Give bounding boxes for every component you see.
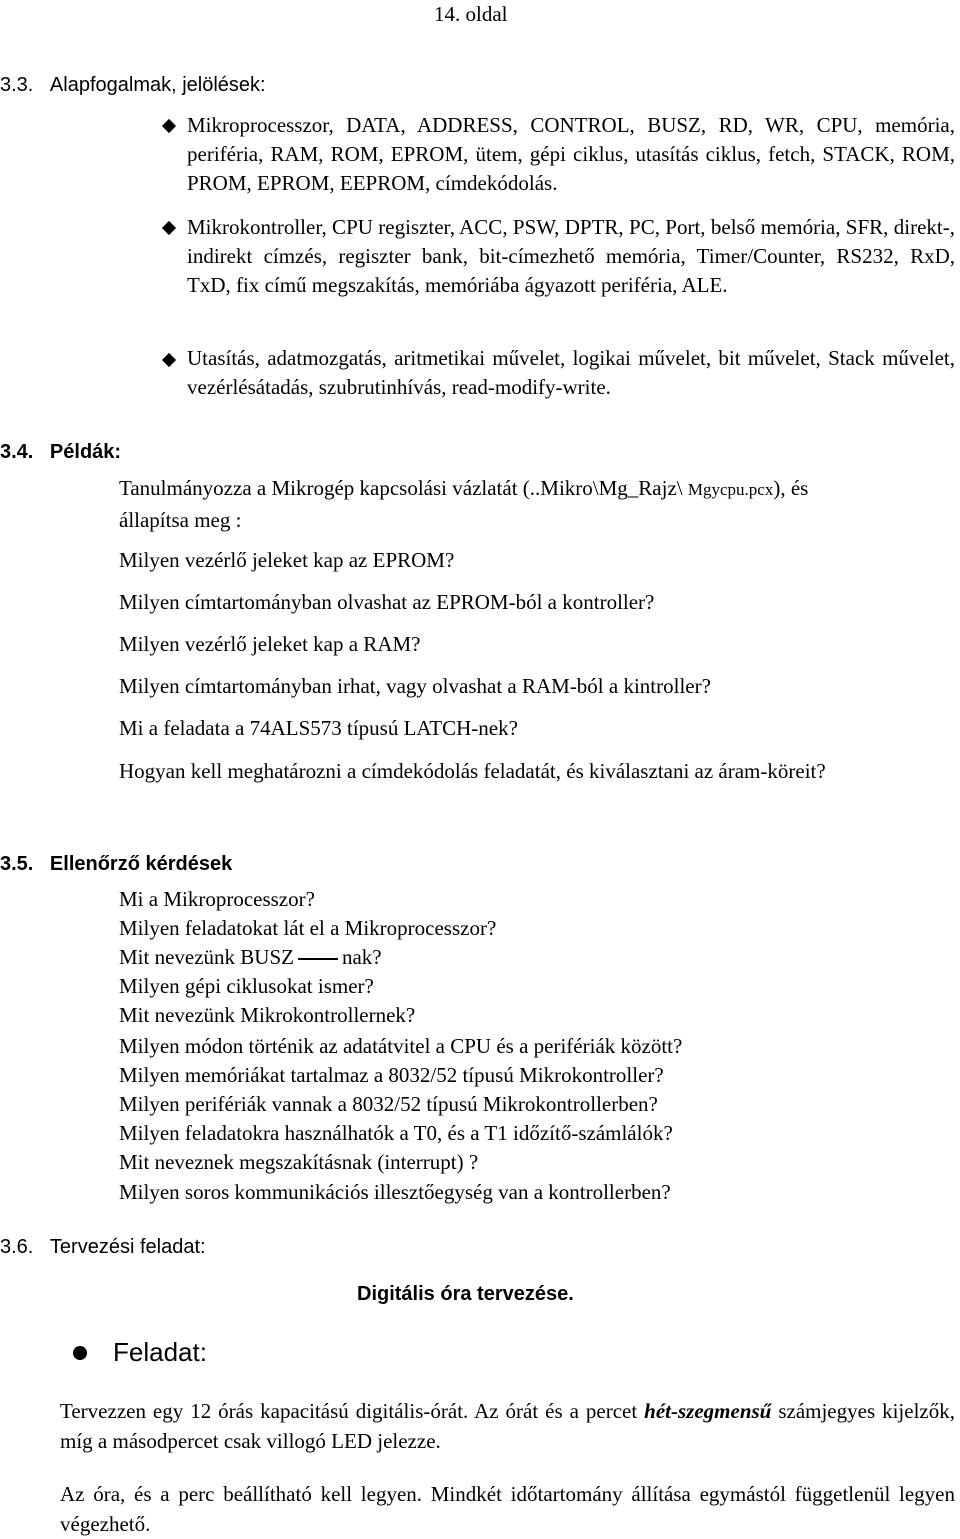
design-subtitle: Digitális óra tervezése. (357, 1283, 574, 1305)
task-paragraph-2: Az óra, és a perc beállítható kell legyen. Mindkét időtartomány állítása egymástól függetlenül legyen végezhető. (60, 1482, 955, 1536)
check-question: Milyen feladatokat lát el a Mikroprocesszor? (119, 916, 497, 940)
section-3-5-heading (0, 853, 232, 876)
section-3-4-heading (0, 441, 121, 464)
question-item: Milyen vezérlő jeleket kap a RAM? (119, 632, 421, 656)
check-question: Mit neveznek megszakításnak (interrupt) ? (119, 1150, 479, 1174)
question-item: Hogyan kell meghatározni a címdekódolás feladatát, és kiválasztani az áram-köreit? (119, 759, 826, 783)
task-paragraph-1: Tervezzen egy 12 órás kapacitású digitális-órát. Az órát és a percet hét-szegmensű számjegyes kijelzők, míg a másodpercet csak villogó LED jelezze. (60, 1399, 955, 1453)
check-question: Milyen módon történik az adatátvitel a CPU és a perifériák között? (119, 1034, 683, 1058)
check-question: Milyen feladatokra használhatók a T0, és a T1 időzítő-számlálók? (119, 1121, 673, 1145)
bullet-diamond-icon (162, 353, 176, 367)
section-number: 3.3. (0, 74, 34, 96)
bullet-diamond-icon (162, 221, 176, 235)
examples-intro-line1: Tanulmányozza a Mikrogép kapcsolási vázlatát (..Mikro\Mg_Rajz\ Mgycpu.pcx), és (119, 476, 809, 500)
bullet-dot-icon (73, 1346, 87, 1360)
emphasis-text: hét-szegmensű (644, 1399, 772, 1423)
section-number: 3.6. (0, 1236, 34, 1258)
check-question: Milyen perifériák vannak a 8032/52 típusú Mikrokontrollerben? (119, 1092, 658, 1116)
file-name: Mgycpu.pcx (687, 480, 774, 499)
section-title: Alapfogalmak, jelölések: (49, 74, 266, 96)
bullet-text-2: Mikrokontroller, CPU regiszter, ACC, PSW, DPTR, PC, Port, belső memória, SFR, direkt-, indirekt címzés, regiszter bank, bit-címezhető memória, Timer/Counter, RS232, RxD, TxD, fix című megszakítás, memóriába ágyazott periféria, ALE. (187, 215, 955, 297)
question-item: Milyen címtartományban olvashat az EPROM-ból a kontroller? (119, 590, 655, 614)
check-question: Milyen memóriákat tartalmaz a 8032/52 típusú Mikrokontroller? (119, 1063, 664, 1087)
task-label: Feladat: (113, 1337, 207, 1367)
bullet-text-1: Mikroprocesszor, DATA, ADDRESS, CONTROL, BUSZ, RD, WR, CPU, memória, periféria, RAM, ROM, EPROM, ütem, gépi ciklus, utasítás ciklus, fetch, STACK, ROM, PROM, EPROM, EEPROM, címdekódolás. (187, 113, 955, 195)
dash-mark (298, 958, 338, 960)
bullet-text-3: Utasítás, adatmozgatás, aritmetikai művelet, logikai művelet, bit művelet, Stack művelet, vezérlésátadás, szubrutinhívás, read-modify-write. (187, 346, 955, 399)
bullet-diamond-icon (162, 119, 176, 133)
check-question: Milyen soros kommunikációs illesztőegység van a kontrollerben? (119, 1180, 671, 1204)
section-title: Tervezési feladat: (49, 1236, 206, 1258)
section-3-3-heading (0, 74, 266, 97)
section-number: 3.5. (0, 853, 34, 875)
question-item: Milyen címtartományban irhat, vagy olvashat a RAM-ból a kintroller? (119, 674, 711, 698)
section-title: Példák: (49, 441, 122, 463)
check-question: Mit nevezünk BUSZ nak? (119, 945, 382, 969)
section-number: 3.4. (0, 441, 34, 463)
section-3-6-heading (0, 1236, 206, 1259)
examples-intro-line2: állapítsa meg : (119, 508, 242, 532)
check-question: Mit nevezünk Mikrokontrollernek? (119, 1003, 416, 1027)
section-title: Ellenőrző kérdések (49, 853, 233, 875)
question-item: Mi a feladata a 74ALS573 típusú LATCH-nek? (119, 716, 518, 740)
page-number: 14. oldal (434, 2, 508, 26)
question-item: Milyen vezérlő jeleket kap az EPROM? (119, 548, 455, 572)
check-question: Milyen gépi ciklusokat ismer? (119, 974, 374, 998)
check-question: Mi a Mikroprocesszor? (119, 887, 315, 911)
